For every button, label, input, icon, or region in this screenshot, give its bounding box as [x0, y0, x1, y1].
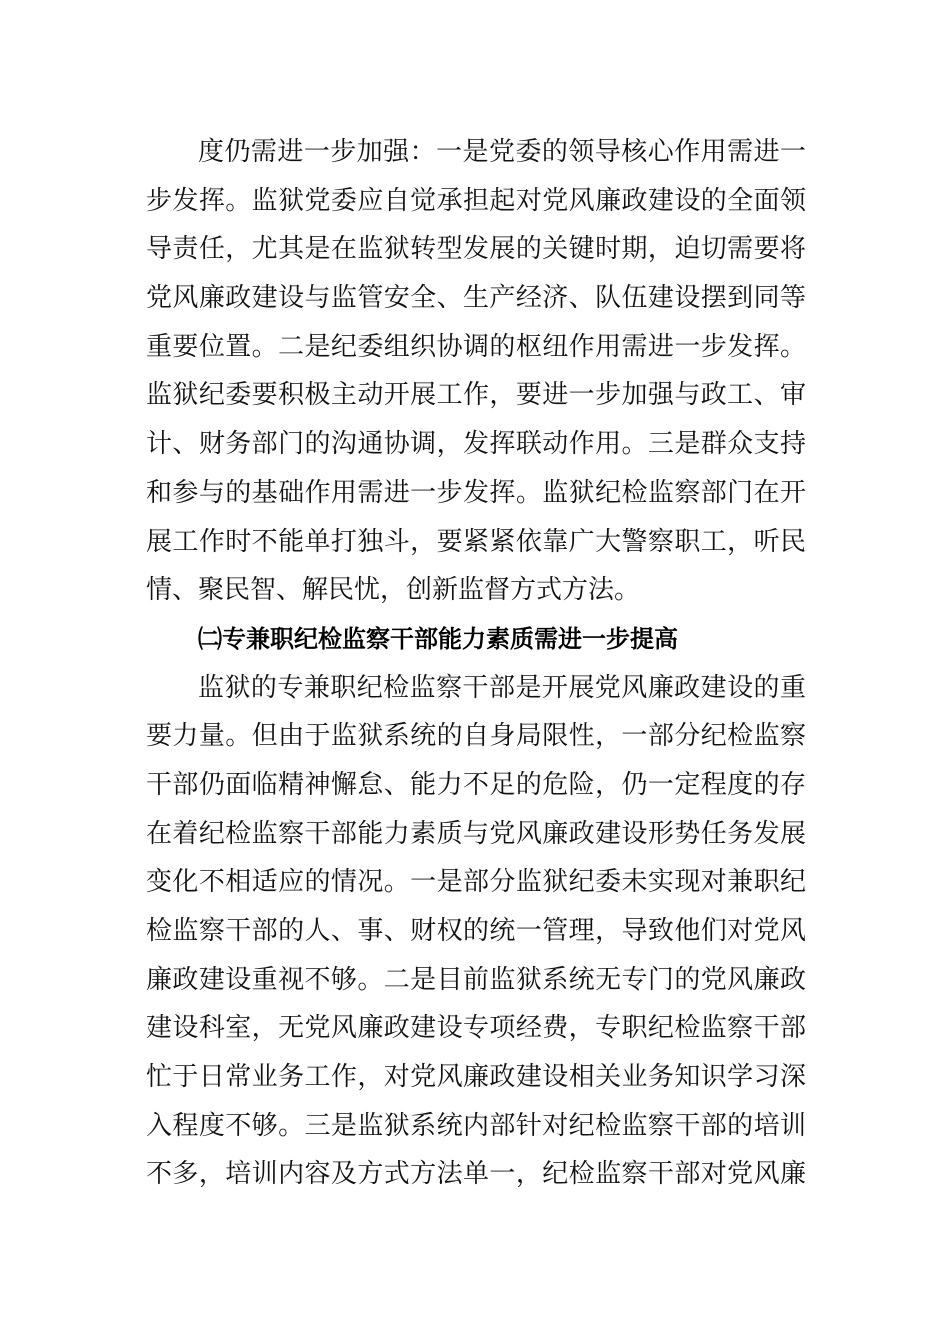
section-heading: ㈡专兼职纪检监察干部能力素质需进一步提高 [198, 624, 678, 653]
text-line: 度仍需进一步加强：一是党委的领导核心作用需进一 [198, 137, 806, 167]
text-line: 展工作时不能单打独斗，要紧紧依靠广大警察职工，听民 [146, 526, 806, 557]
text-line: 监狱纪委要积极主动开展工作，要进一步加强与政工、审 [146, 380, 806, 411]
text-line: 干部仍面临精神懈怠、能力不足的危险，仍一定程度的存 [146, 769, 806, 800]
paragraph-1 [146, 128, 806, 615]
text-line: 忙于日常业务工作，对党风廉政建设相关业务知识学习深 [146, 1062, 806, 1093]
text-line: 变化不相适应的情况。一是部分监狱纪委未实现对兼职纪 [146, 867, 806, 898]
text-line: 导责任，尤其是在监狱转型发展的关键时期，迫切需要将 [146, 234, 806, 265]
text-line: 步发挥。监狱党委应自觉承担起对党风廉政建设的全面领 [146, 185, 806, 216]
document-body [146, 128, 806, 1199]
text-line: 在着纪检监察干部能力素质与党风廉政建设形势任务发展 [146, 818, 806, 849]
text-line: 情、聚民智、解民忧，创新监督方式方法。 [146, 575, 641, 606]
text-line: 和参与的基础作用需进一步发挥。监狱纪检监察部门在开 [146, 477, 806, 508]
text-line: 建设科室，无党风廉政建设专项经费，专职纪检监察干部 [146, 1013, 806, 1044]
text-line: 党风廉政建设与监管安全、生产经济、队伍建设摆到同等 [146, 283, 806, 314]
paragraph-2 [146, 664, 806, 1200]
text-line: 廉政建设重视不够。二是目前监狱系统无专门的党风廉政 [146, 964, 806, 995]
text-line: 监狱的专兼职纪检监察干部是开展党风廉政建设的重 [198, 672, 806, 703]
text-line: 入程度不够。三是监狱系统内部针对纪检监察干部的培训 [146, 1110, 806, 1141]
text-line: 检监察干部的人、事、财权的统一管理，导致他们对党风 [146, 916, 806, 946]
text-line: 重要位置。二是纪委组织协调的枢纽作用需进一步发挥。 [146, 331, 806, 362]
text-line: 计、财务部门的沟通协调，发挥联动作用。三是群众支持 [146, 429, 806, 460]
text-line: 不多，培训内容及方式方法单一，纪检监察干部对党风廉 [146, 1159, 806, 1190]
text-line: 要力量。但由于监狱系统的自身局限性，一部分纪检监察 [146, 721, 806, 752]
